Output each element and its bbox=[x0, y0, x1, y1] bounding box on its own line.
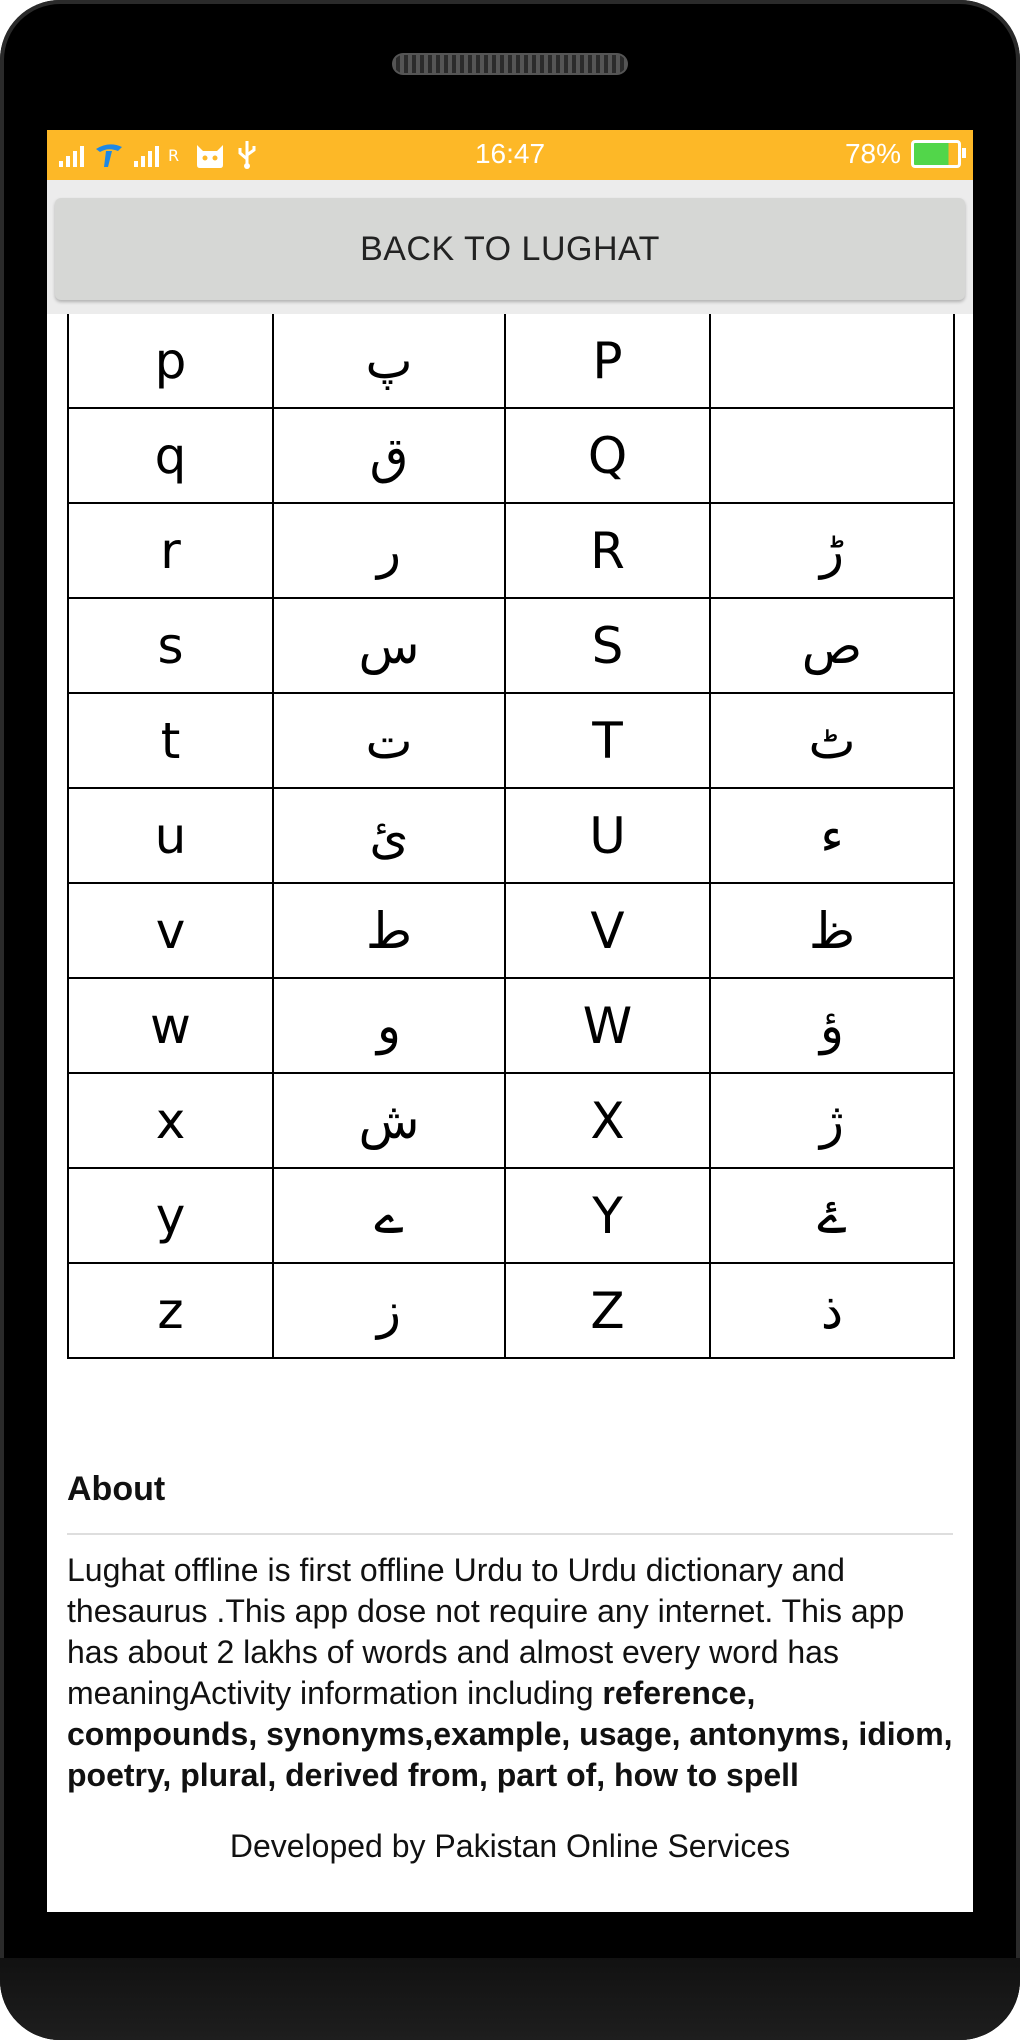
letter-cell: و bbox=[273, 978, 505, 1073]
letter-cell: P bbox=[505, 314, 710, 408]
letter-cell: ر bbox=[273, 503, 505, 598]
letter-cell: ذ bbox=[710, 1263, 954, 1358]
letter-cell: U bbox=[505, 788, 710, 883]
letter-cell: ظ bbox=[710, 883, 954, 978]
battery-percent: 78% bbox=[844, 138, 901, 169]
letter-cell: t bbox=[68, 693, 273, 788]
letter-cell: س bbox=[273, 598, 505, 693]
letter-cell: Q bbox=[505, 408, 710, 503]
letter-cell: ٹ bbox=[710, 693, 954, 788]
screen bbox=[47, 130, 973, 1912]
letter-cell: ؤ bbox=[710, 978, 954, 1073]
letter-cell: u bbox=[68, 788, 273, 883]
letter-cell: x bbox=[68, 1073, 273, 1168]
svg-text:R: R bbox=[168, 146, 180, 165]
alphabet-table-container bbox=[67, 314, 955, 1359]
table-row bbox=[68, 693, 954, 788]
letter-cell: ے bbox=[273, 1168, 505, 1263]
letter-cell: ت bbox=[273, 693, 505, 788]
status-icons-right bbox=[845, 138, 961, 170]
letter-cell: ۓ bbox=[710, 1168, 954, 1263]
letter-cell: V bbox=[505, 883, 710, 978]
phone-speaker bbox=[392, 53, 628, 75]
about-text-bold: reference, compounds, synonyms,example, usage, antonyms, idiom, poetry, plural, derived from, part of, how to spell bbox=[67, 1675, 953, 1793]
letter-cell bbox=[710, 314, 954, 408]
toolbar bbox=[47, 180, 973, 314]
letter-cell: ز bbox=[273, 1263, 505, 1358]
status-bar bbox=[47, 130, 973, 180]
letter-cell: ء bbox=[710, 788, 954, 883]
letter-cell: ط bbox=[273, 883, 505, 978]
table-row bbox=[68, 503, 954, 598]
developer-credit: Developed by Pakistan Online Services bbox=[229, 1828, 791, 1864]
table-row bbox=[68, 408, 954, 503]
alphabet-table bbox=[67, 314, 955, 1359]
letter-cell: p bbox=[68, 314, 273, 408]
letter-cell: s bbox=[68, 598, 273, 693]
letter-cell: w bbox=[68, 978, 273, 1073]
about-text-plain: Lughat offline is first offline Urdu to Urdu dictionary and thesaurus .This app dose not require any internet. This app has about 2 lakhs of words and almost every word has meaningActivity information including bbox=[67, 1552, 905, 1711]
about-heading: About bbox=[67, 1470, 166, 1508]
back-to-lughat-button[interactable]: BACK TO LUGHAT bbox=[55, 198, 965, 300]
table-row bbox=[68, 1263, 954, 1358]
table-row bbox=[68, 883, 954, 978]
table-row bbox=[68, 788, 954, 883]
table-row bbox=[68, 314, 954, 408]
table-row bbox=[68, 1073, 954, 1168]
letter-cell: T bbox=[505, 693, 710, 788]
about-description bbox=[67, 1550, 953, 1796]
battery-charging-icon bbox=[911, 140, 961, 168]
letter-cell: ش bbox=[273, 1073, 505, 1168]
phone-bottom-bezel bbox=[0, 1958, 1020, 2040]
letter-cell: پ bbox=[273, 314, 505, 408]
letter-cell: ئ bbox=[273, 788, 505, 883]
letter-cell: r bbox=[68, 503, 273, 598]
letter-cell: Y bbox=[505, 1168, 710, 1263]
letter-cell: W bbox=[505, 978, 710, 1073]
letter-cell: ص bbox=[710, 598, 954, 693]
letter-cell: Z bbox=[505, 1263, 710, 1358]
letter-cell: v bbox=[68, 883, 273, 978]
letter-cell: R bbox=[505, 503, 710, 598]
about-divider bbox=[67, 1533, 953, 1535]
letter-cell: q bbox=[68, 408, 273, 503]
letter-cell: z bbox=[68, 1263, 273, 1358]
letter-cell: S bbox=[505, 598, 710, 693]
letter-cell: ڑ bbox=[710, 503, 954, 598]
letter-cell: ق bbox=[273, 408, 505, 503]
table-row bbox=[68, 598, 954, 693]
table-row bbox=[68, 978, 954, 1073]
letter-cell bbox=[710, 408, 954, 503]
letter-cell: ژ bbox=[710, 1073, 954, 1168]
letter-cell: X bbox=[505, 1073, 710, 1168]
status-time: 16:47 bbox=[474, 138, 546, 169]
letter-cell: y bbox=[68, 1168, 273, 1263]
table-row bbox=[68, 1168, 954, 1263]
